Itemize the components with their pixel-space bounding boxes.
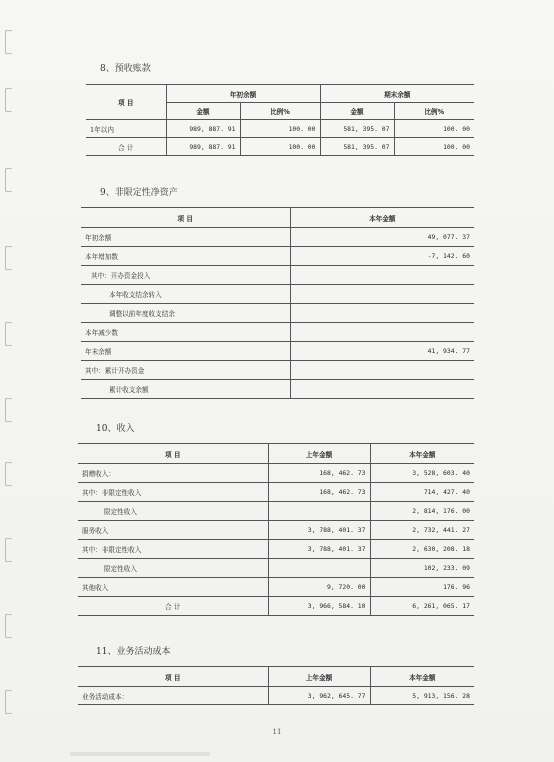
cell-value: 3, 962, 645. 77 (268, 687, 370, 705)
cell-value (290, 266, 474, 285)
cell-value: 2, 732, 441. 27 (370, 521, 474, 540)
table-row (78, 578, 474, 597)
cell-value: 2, 630, 208. 18 (370, 540, 474, 559)
row-label: 年初余额 (81, 228, 290, 247)
row-label: 合 计 (78, 597, 268, 616)
business-activity-cost-table (78, 666, 474, 705)
table-row (81, 266, 474, 285)
cell-value: 3, 788, 401. 37 (268, 521, 370, 540)
scan-artifact (70, 752, 210, 756)
page-number: 11 (272, 728, 282, 736)
table-row (78, 464, 474, 483)
col-item: 项 目 (81, 208, 290, 228)
binder-hole-mark (5, 462, 12, 486)
cell-value (268, 502, 370, 521)
row-label: 调整以前年度收支结余 (81, 304, 290, 323)
row-label: 其他收入 (78, 578, 268, 597)
cell-value (268, 559, 370, 578)
cell-value: 3, 966, 584. 10 (268, 597, 370, 616)
row-label: 其中：非限定性收入 (78, 483, 268, 502)
binder-hole-mark (5, 322, 12, 346)
cell-value: 2, 814, 176. 00 (370, 502, 474, 521)
row-label: 本年收支结余转入 (81, 285, 290, 304)
cell-value: 100. 00 (394, 138, 474, 156)
col-prior-year: 上年金额 (268, 444, 370, 464)
binder-hole-mark (5, 398, 12, 422)
advance-receipts-table (86, 84, 474, 156)
cell-value: 3, 528, 603. 40 (370, 464, 474, 483)
col-current-year: 本年金额 (290, 208, 474, 228)
col-current-year: 本年金额 (370, 667, 474, 687)
cell-value: 176. 96 (370, 578, 474, 597)
table-row (78, 502, 474, 521)
table-row (78, 597, 474, 616)
col-prior-year: 上年金额 (268, 667, 370, 687)
binder-hole-mark (5, 30, 12, 54)
cell-value: 9, 720. 00 (268, 578, 370, 597)
cell-value: 714, 427. 40 (370, 483, 474, 502)
section-9-title: 9、非限定性净资产 (100, 188, 178, 198)
row-label: 其中：开办资金投入 (81, 266, 290, 285)
table-row (78, 483, 474, 502)
unrestricted-net-assets-table (81, 207, 474, 399)
cell-value: 989, 887. 91 (166, 120, 240, 138)
cell-value (290, 380, 474, 399)
table-row (78, 687, 474, 705)
binder-hole-mark (5, 246, 12, 270)
row-label: 业务活动成本： (78, 687, 268, 705)
cell-value: 581, 395. 07 (320, 120, 394, 138)
cell-value: 100. 00 (240, 120, 320, 138)
row-label: 其中：非限定性收入 (78, 540, 268, 559)
cell-value: 5, 913, 156. 28 (370, 687, 474, 705)
cell-value (290, 304, 474, 323)
cell-value: 168, 462. 73 (268, 464, 370, 483)
cell-value: 6, 261, 065. 17 (370, 597, 474, 616)
row-label: 本年减少数 (81, 323, 290, 342)
table-row (86, 138, 474, 156)
binder-hole-mark (5, 88, 12, 112)
col-opening-ratio: 比例% (240, 103, 320, 120)
row-label: 服务收入 (78, 521, 268, 540)
col-closing-balance: 期末余额 (320, 85, 474, 103)
table-row (81, 285, 474, 304)
table-row (78, 521, 474, 540)
cell-value: 3, 788, 401. 37 (268, 540, 370, 559)
cell-value (290, 285, 474, 304)
table-row (81, 323, 474, 342)
cell-value: 49, 077. 37 (290, 228, 474, 247)
cell-value: 100. 00 (240, 138, 320, 156)
row-label: 捐赠收入： (78, 464, 268, 483)
col-item: 项 目 (78, 667, 268, 687)
table-row (86, 120, 474, 138)
cell-value: 102, 233. 09 (370, 559, 474, 578)
cell-value: 989, 887. 91 (166, 138, 240, 156)
row-label: 1年以内 (86, 120, 166, 138)
col-item: 项 目 (78, 444, 268, 464)
row-label: 年末余额 (81, 342, 290, 361)
table-row (81, 380, 474, 399)
col-item: 项 目 (86, 85, 166, 120)
row-label: 合 计 (86, 138, 166, 156)
binder-hole-mark (5, 614, 12, 638)
table-row (81, 304, 474, 323)
binder-hole-mark (5, 168, 12, 192)
row-label: 其中：累计开办资金 (81, 361, 290, 380)
table-row (78, 559, 474, 578)
cell-value: 168, 462. 73 (268, 483, 370, 502)
col-opening-balance: 年初余额 (166, 85, 320, 103)
section-8-title: 8、预收账款 (100, 64, 151, 74)
binder-hole-mark (5, 538, 12, 562)
section-11-title: 11、业务活动成本 (96, 647, 171, 657)
cell-value: 100. 00 (394, 120, 474, 138)
binder-hole-mark (5, 690, 12, 714)
table-row (81, 228, 474, 247)
row-label: 限定性收入 (78, 502, 268, 521)
revenue-table (78, 443, 474, 616)
row-label: 限定性收入 (78, 559, 268, 578)
row-label: 累计收支余额 (81, 380, 290, 399)
table-row (81, 342, 474, 361)
cell-value (290, 323, 474, 342)
col-opening-amount: 金额 (166, 103, 240, 120)
cell-value: 581, 395. 07 (320, 138, 394, 156)
row-label: 本年增加数 (81, 247, 290, 266)
section-10-title: 10、收入 (96, 424, 135, 434)
table-row (81, 247, 474, 266)
cell-value: -7, 142. 60 (290, 247, 474, 266)
table-row (81, 361, 474, 380)
col-closing-ratio: 比例% (394, 103, 474, 120)
col-closing-amount: 金额 (320, 103, 394, 120)
table-row (78, 540, 474, 559)
col-current-year: 本年金额 (370, 444, 474, 464)
cell-value (290, 361, 474, 380)
cell-value: 41, 934. 77 (290, 342, 474, 361)
